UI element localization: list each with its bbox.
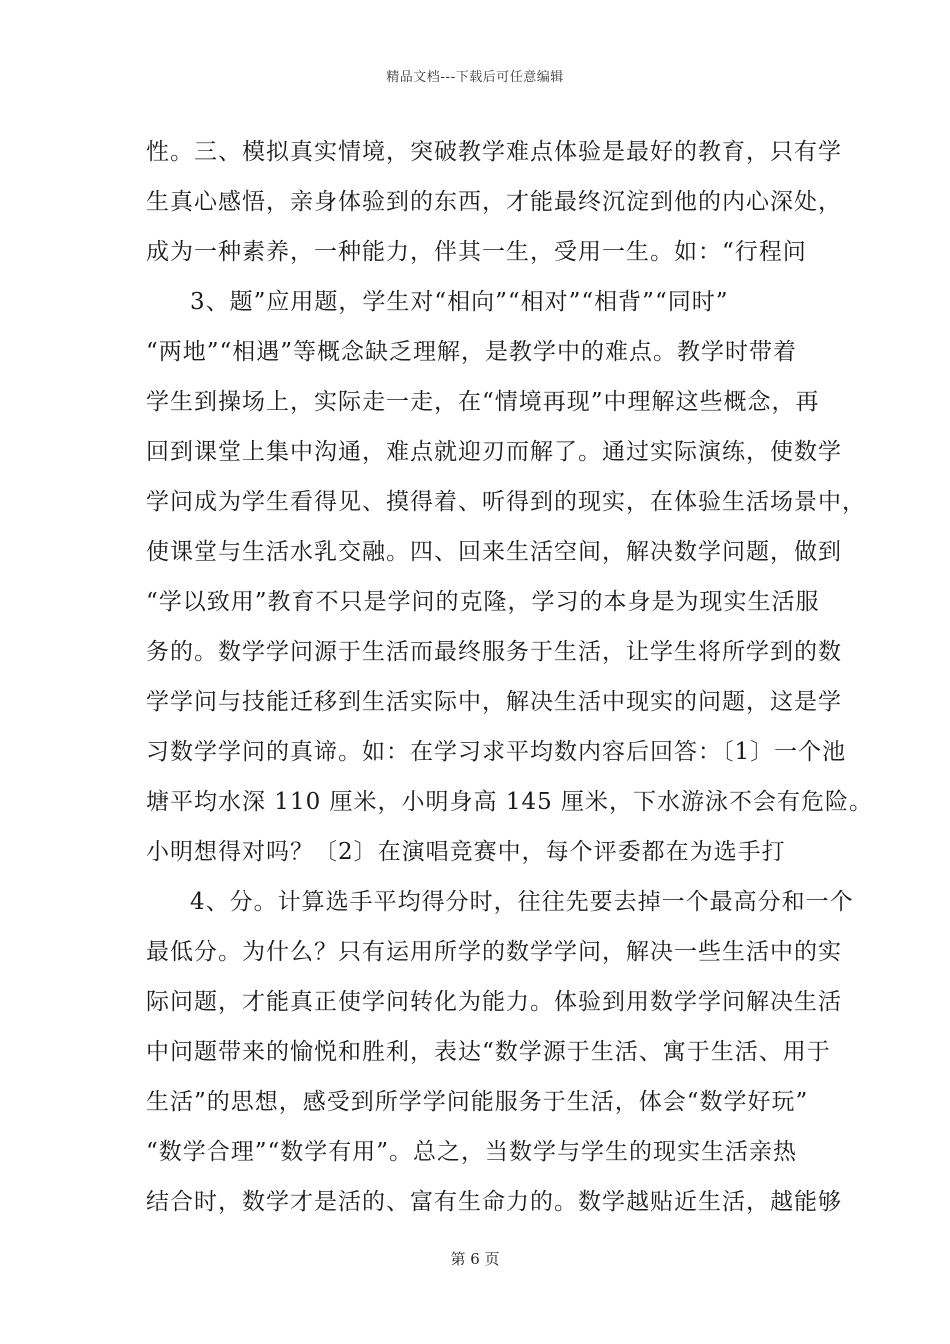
text-line: 回到课堂上集中沟通，难点就迎刃而解了。通过实际演练，使数学 — [146, 439, 842, 465]
text-line: 生活”的思想，感受到所学学问能服务于生活，体会“数学好玩” — [146, 1089, 809, 1115]
text-line: 4、分。计算选手平均得分时，往往先要去掉一个最高分和一个 — [190, 889, 854, 915]
text-line: “学以致用”教育不只是学问的克隆，学习的本身是为现实生活服 — [146, 589, 820, 615]
text-line: 塘平均水深 110 厘米，小明身高 145 厘米，下水游泳不会有危险。 — [146, 789, 874, 815]
text-line: “数学合理”“数学有用”。总之，当数学与学生的现实生活亲热 — [146, 1139, 798, 1165]
text-line: 务的。数学学问源于生活而最终服务于生活，让学生将所学到的数 — [146, 639, 842, 665]
text-line: 际问题，才能真正使学问转化为能力。体验到用数学学问解决生活 — [146, 989, 842, 1015]
page-header: 精品文档---下载后可任意编辑 — [386, 70, 564, 85]
document-body — [146, 127, 874, 1227]
text-line: 中问题带来的愉悦和胜利，表达“数学源于生活、寓于生活、用于 — [146, 1039, 831, 1065]
text-line: 习数学学问的真谛。如：在学习求平均数内容后回答：〔1〕一个池 — [146, 739, 847, 765]
text-line: 学生到操场上，实际走一走，在“情境再现”中理解这些概念，再 — [146, 389, 820, 415]
text-line: 结合时，数学才是活的、富有生命力的。数学越贴近生活，越能够 — [146, 1189, 842, 1215]
text-line: 生真心感悟，亲身体验到的东西，才能最终沉淀到他的内心深处， — [146, 189, 842, 215]
text-line: 成为一种素养，一种能力，伴其一生，受用一生。如：“行程问 — [146, 239, 807, 265]
text-line: “两地”“相遇”等概念缺乏理解，是教学中的难点。教学时带着 — [146, 339, 798, 365]
text-line: 使课堂与生活水乳交融。四、回来生活空间，解决数学问题，做到 — [146, 539, 842, 565]
text-line: 3、题”应用题，学生对“相向”“相对”“相背”“同时” — [190, 289, 729, 315]
text-line: 小明想得对吗？〔2〕在演唱竞赛中，每个评委都在为选手打 — [146, 839, 786, 865]
text-line: 学问成为学生看得见、摸得着、听得到的现实，在体验生活场景中， — [146, 489, 866, 515]
text-line: 最低分。为什么？只有运用所学的数学学问，解决一些生活中的实 — [146, 939, 842, 965]
text-line: 学学问与技能迁移到生活实际中，解决生活中现实的问题，这是学 — [146, 689, 842, 715]
text-line: 性。三、模拟真实情境，突破教学难点体验是最好的教育，只有学 — [146, 139, 842, 165]
page-number: 第 6 页 — [450, 1250, 500, 1268]
